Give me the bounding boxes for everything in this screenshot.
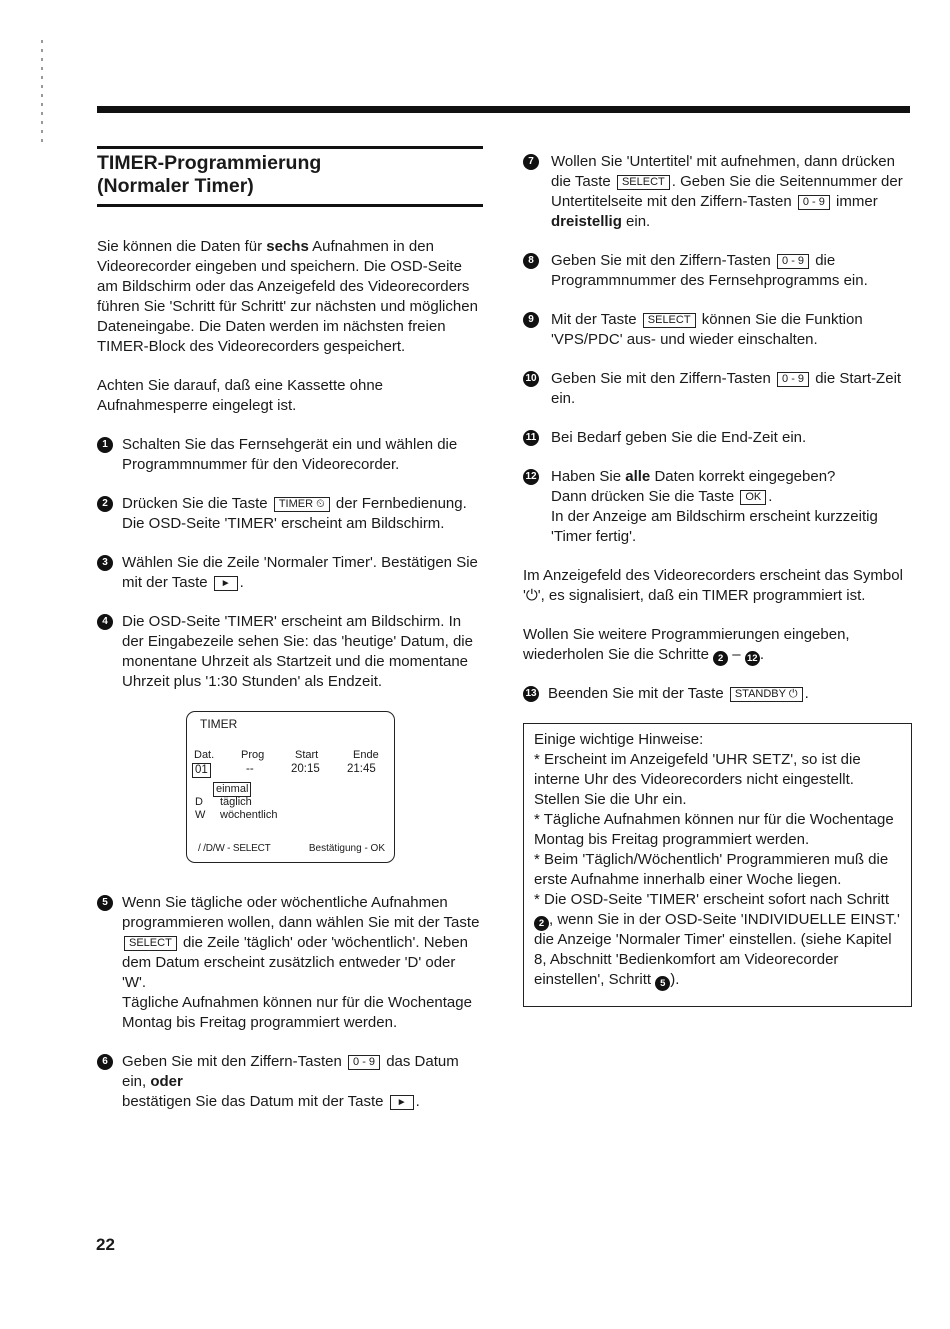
osd-value-start: 20:15: [291, 763, 320, 775]
osd-header-end: Ende: [353, 749, 379, 761]
page-number: 22: [96, 1235, 115, 1254]
digit-keys: 0 - 9: [777, 254, 809, 269]
step-number-8: 8: [523, 253, 539, 269]
osd-title: TIMER: [200, 717, 238, 731]
section-title: [97, 152, 483, 198]
osd-option-einmal: einmal: [213, 782, 251, 797]
step-10: [523, 369, 913, 409]
osd-footer-ok: Bestätigung - OK: [308, 843, 385, 854]
right-column: [523, 152, 913, 1007]
title-line-2: (Normaler Timer): [97, 175, 254, 197]
left-column: [97, 146, 483, 1131]
step-4-text: Die OSD-Seite 'TIMER' erscheint am Bildschirm. In der Eingabezeile sehen Sie: das 'heutige' Datum, die monentane Uhrzeit als Startzeit und die momentane Uhrzeit plus '1:30 Stunden' als Endzeit.: [122, 613, 473, 690]
step-7: [523, 152, 913, 232]
osd-value-date: 01: [192, 763, 211, 778]
step-9: [523, 310, 913, 350]
step-number-2: 2: [97, 496, 113, 512]
intro-paragraph: Sie können die Daten für sechs Aufnahmen in den Videorecorder eingeben und speichern. Die OSD-Seite am Bildschirm oder das Anzeigefeld des Videorecorders führen Sie 'Schritt für Schritt' zur nächsten und möglichen Dateneingabe. Die Daten werden im nächsten freien TIMER-Block des Videorecorders gespeichert.: [97, 238, 478, 355]
step-5: [97, 893, 483, 1033]
osd-option-w-letter: W: [195, 809, 206, 821]
step-10-text: Geben Sie mit den Ziffern-Tasten 0 - 9 die Start-Zeit ein.: [551, 370, 902, 407]
step-9-text: Mit der Taste SELECT können Sie die Funktion 'VPS/PDC' aus- und wieder einschalten.: [551, 311, 863, 348]
osd-option-woechentlich: wöchentlich: [220, 809, 278, 821]
step-number-4: 4: [97, 614, 113, 630]
step-11: [523, 428, 913, 448]
step-4: [97, 612, 483, 692]
step-12-text: Haben Sie alle Daten korrekt eingegeben? Dann drücken Sie die Taste OK . In der Anzeige am Bildschirm erscheint kurzzeitig 'Timer fertig'.: [551, 468, 878, 545]
step-11-text: Bei Bedarf geben Sie die End-Zeit ein.: [551, 429, 807, 446]
step-13: [523, 684, 913, 704]
step-7-text: Wollen Sie 'Untertitel' mit aufnehmen, dann drücken die Taste SELECT . Geben Sie die Seitennummer der Untertitelseite mit den Ziffern-Tasten 0 - 9 immer dreistellig ein.: [551, 153, 903, 230]
step-number-3: 3: [97, 555, 113, 571]
digit-keys: 0 - 9: [798, 195, 830, 210]
step-12: [523, 467, 913, 547]
symbol-paragraph: Im Anzeigefeld des Videorecorders erscheint das Symbol '⏻', es signalisiert, daß ein TIMER programmiert ist.: [523, 567, 903, 604]
step-1-text: Schalten Sie das Fernsehgerät ein und wählen die Programmnummer für den Videorecorder.: [122, 436, 458, 473]
step-number-6: 6: [97, 1054, 113, 1070]
note-1: * Erscheint im Anzeigefeld 'UHR SETZ', so ist die interne Uhr des Videorecorders nicht eingestellt. Stellen Sie die Uhr ein.: [534, 751, 861, 808]
cassette-note: Achten Sie darauf, daß eine Kassette ohne Aufnahmesperre eingelegt ist.: [97, 377, 384, 414]
osd-option-d-letter: D: [195, 796, 203, 808]
timer-key: TIMER ⏲: [274, 497, 330, 512]
ok-key: OK: [740, 490, 766, 505]
repeat-paragraph: Wollen Sie weitere Programmierungen eingeben, wiederholen Sie die Schritte 2 – 12 .: [523, 626, 850, 664]
osd-value-end: 21:45: [347, 763, 376, 775]
step-3-text: Wählen Sie die Zeile 'Normaler Timer'. Bestätigen Sie mit der Taste ► .: [122, 554, 478, 591]
notes-box: [523, 723, 912, 1007]
osd-timer-screen: [186, 711, 395, 863]
step-number-9: 9: [523, 312, 539, 328]
step-number-12: 12: [523, 469, 539, 485]
step-number-7: 7: [523, 154, 539, 170]
note-2: * Tägliche Aufnahmen können nur für die Wochentage Montag bis Freitag programmiert werden.: [534, 811, 894, 848]
step-5-text: Wenn Sie tägliche oder wöchentliche Aufnahmen programmieren wollen, dann wählen Sie mit der Taste SELECT die Zeile 'täglich' oder 'wöchentlich'. Neben dem Datum erscheint zusätzlich entweder 'D' oder 'W'. Tägliche Aufnahmen können nur für die Wochentage Montag bis Freitag programmiert werden.: [122, 894, 480, 1031]
note-4: * Die OSD-Seite 'TIMER' erscheint sofort nach Schritt 2 , wenn Sie in der OSD-Seite 'INDIVIDUELLE EINST.' die Anzeige 'Normaler Timer' einstellen. (siehe Kapitel 8, Abschnitt 'Bedienkomfort am Videorecorder einstellen', Schritt 5 ).: [534, 891, 900, 989]
step-8-text: Geben Sie mit den Ziffern-Tasten 0 - 9 die Programmnummer des Fernsehprogramms ein.: [551, 252, 868, 289]
step-1: [97, 435, 483, 475]
select-key: SELECT: [124, 936, 177, 951]
osd-value-prog: --: [246, 763, 254, 775]
step-number-1: 1: [97, 437, 113, 453]
osd-option-taeglich: täglich: [220, 796, 252, 808]
osd-header-prog: Prog: [241, 749, 265, 761]
osd-header-date: Dat.: [194, 749, 215, 761]
step-number-13: 13: [523, 686, 539, 702]
digit-keys: 0 - 9: [777, 372, 809, 387]
step-2: [97, 494, 483, 534]
step-6: [97, 1052, 483, 1112]
select-key: SELECT: [643, 313, 696, 328]
step-number-5: 5: [97, 895, 113, 911]
standby-key: STANDBY ⏻: [730, 687, 803, 702]
notes-heading: Einige wichtige Hinweise:: [534, 731, 704, 748]
header-rule: [97, 106, 910, 113]
play-key: ►: [214, 576, 238, 591]
step-6-text: Geben Sie mit den Ziffern-Tasten 0 - 9 das Datum ein, oder bestätigen Sie das Datum mit der Taste ► .: [122, 1053, 459, 1110]
scan-artifact: [41, 40, 43, 145]
play-key: ►: [390, 1095, 414, 1110]
note-3: * Beim 'Täglich/Wöchentlich' Programmieren muß die erste Aufnahme innerhalb einer Woche liegen.: [534, 851, 889, 888]
section-title-block: [97, 146, 483, 207]
osd-header-start: Start: [295, 749, 319, 761]
step-13-text: Beenden Sie mit der Taste STANDBY ⏻ .: [548, 685, 809, 702]
digit-keys: 0 - 9: [348, 1055, 380, 1070]
osd-footer-select: / /D/W - SELECT: [198, 843, 271, 854]
title-line-1: TIMER-Programmierung: [97, 152, 322, 174]
select-key: SELECT: [617, 175, 670, 190]
step-8: [523, 251, 913, 291]
step-number-10: 10: [523, 371, 539, 387]
step-number-11: 11: [523, 430, 539, 446]
step-3: [97, 553, 483, 593]
step-2-text: Drücken Sie die Taste TIMER ⏲ der Fernbedienung. Die OSD-Seite 'TIMER' erscheint am Bildschirm.: [122, 495, 467, 532]
